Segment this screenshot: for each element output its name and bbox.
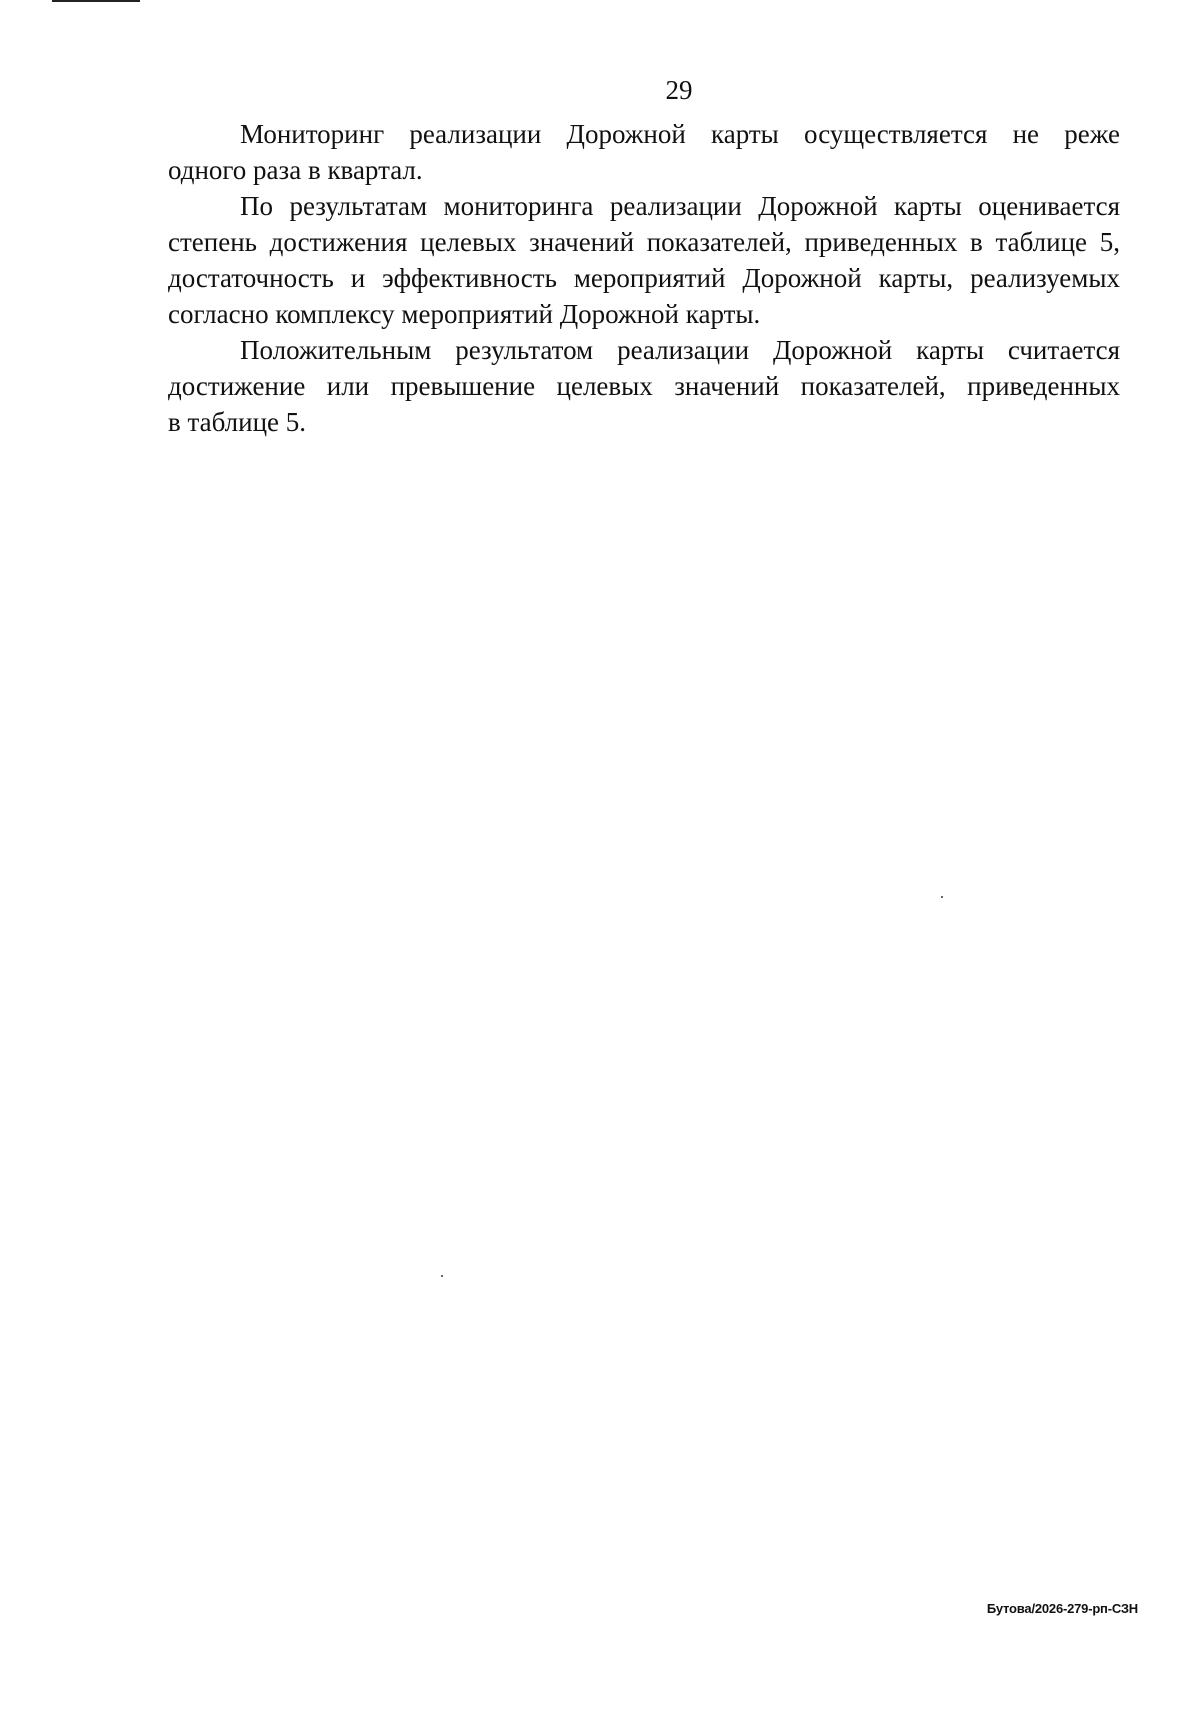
paragraph-line: достаточность и эффективность мероприятий Дорожной карты, реализуемых	[168, 263, 1120, 293]
scan-speck	[441, 1275, 443, 1277]
paragraph-line: в таблице 5.	[168, 407, 307, 437]
paragraph-line: Мониторинг реализации Дорожной карты осуществляется не реже	[240, 119, 1120, 149]
paragraph-positive-result	[168, 332, 1120, 440]
scan-speck	[941, 896, 943, 898]
paragraph-line: одного раза в квартал.	[168, 155, 423, 185]
paragraph-line: достижение или превышение целевых значений показателей, приведенных	[168, 371, 1120, 401]
paragraph-line: степень достижения целевых значений показателей, приведенных в таблице 5,	[168, 227, 1120, 257]
paragraph-line: согласно комплексу мероприятий Дорожной карты.	[168, 299, 761, 329]
document-registration-code: Бутова/2026-279-рп-СЗН	[986, 1601, 1138, 1616]
paragraph-monitoring-frequency	[168, 116, 1120, 188]
paragraph-line: По результатам мониторинга реализации Дорожной карты оценивается	[240, 191, 1120, 221]
paragraph-line: Положительным результатом реализации Дорожной карты считается	[240, 335, 1120, 365]
scan-artifact-top-left	[52, 0, 140, 2]
document-body	[168, 116, 1120, 440]
page-number: 29	[665, 75, 693, 105]
paragraph-monitoring-results	[168, 188, 1120, 332]
